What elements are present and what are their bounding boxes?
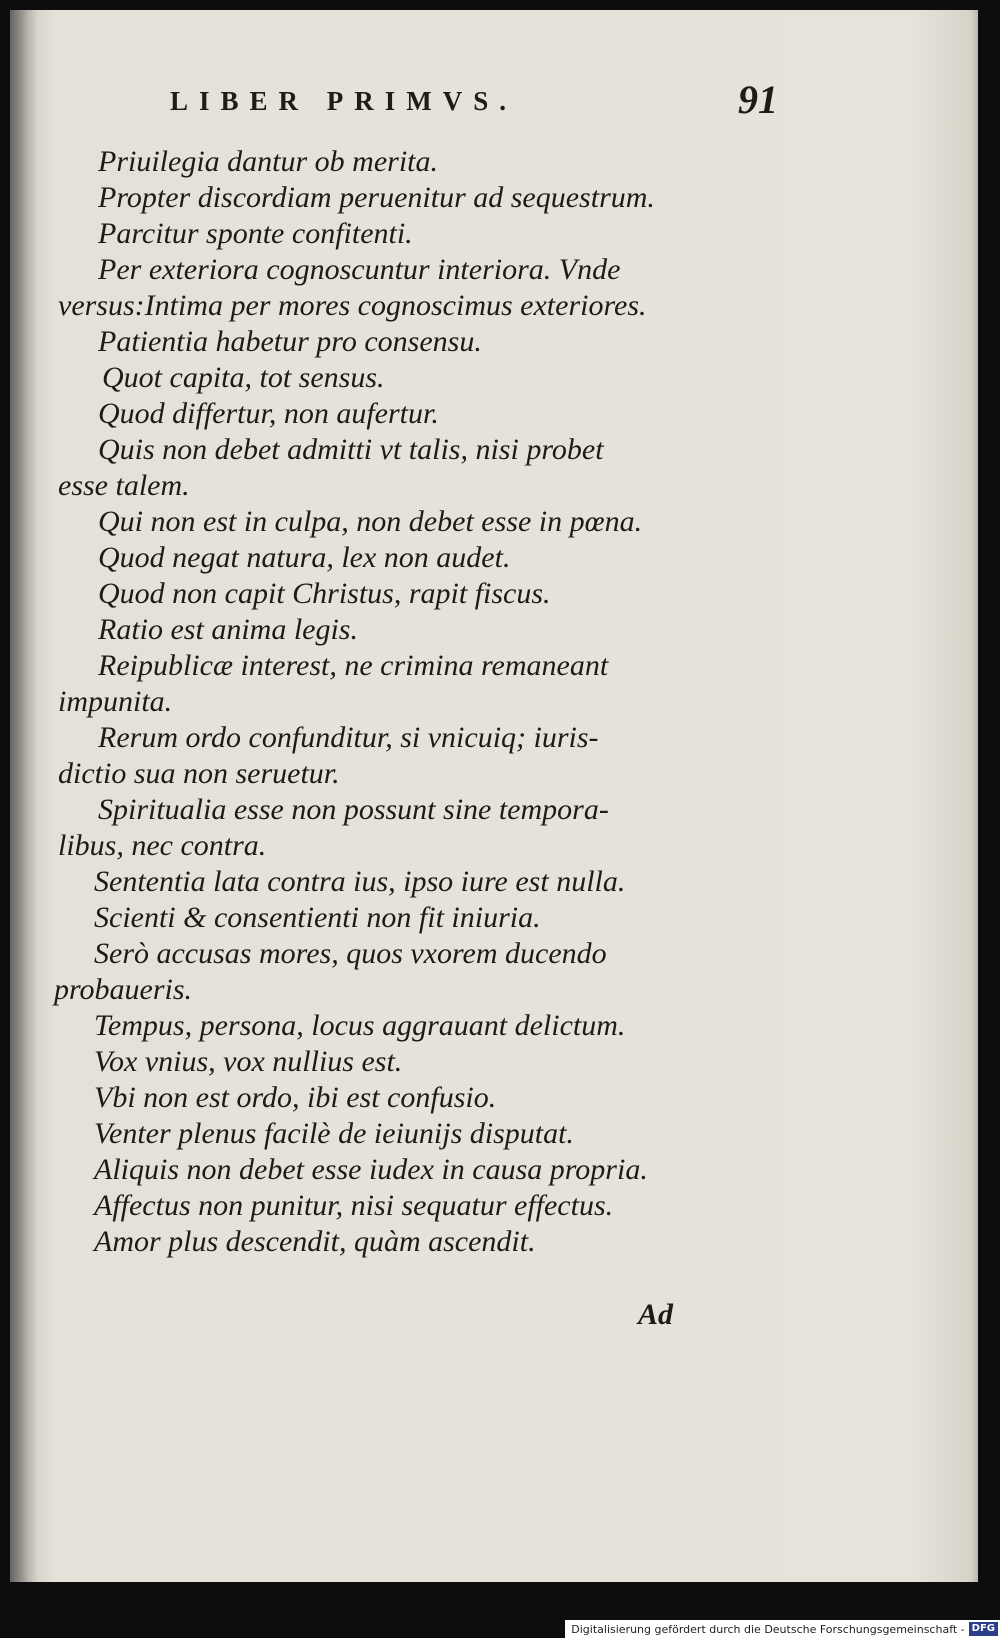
text-line: Vox vnius, vox nullius est.: [94, 1045, 403, 1078]
catchword: Ad: [638, 1298, 674, 1331]
text-line: Priuilegia dantur ob merita.: [98, 145, 438, 178]
text-line: Serò accusas mores, quos vxorem ducendo: [94, 937, 607, 970]
text-line: Spiritualia esse non possunt sine tempora-: [98, 793, 609, 826]
page-number: 91: [738, 77, 778, 122]
text-line: Amor plus descendit, quàm ascendit.: [94, 1225, 536, 1258]
running-header: LIBER PRIMVS.: [170, 86, 518, 116]
dfg-logo: DFG: [969, 1622, 998, 1636]
text-line: Quod non capit Christus, rapit fiscus.: [98, 577, 551, 610]
text-line: esse talem.: [58, 469, 190, 502]
text-line: Aliquis non debet esse iudex in causa propria.: [94, 1153, 648, 1186]
text-line: dictio sua non seruetur.: [58, 757, 340, 790]
text-line: Sententia lata contra ius, ipso iure est nulla.: [94, 865, 626, 898]
digitization-footer: [565, 1620, 1000, 1638]
text-line: Vbi non est ordo, ibi est confusio.: [94, 1081, 497, 1114]
text-line: Quis non debet admitti vt talis, nisi probet: [98, 433, 604, 466]
text-line: Ratio est anima legis.: [98, 613, 358, 646]
text-line: versus:Intima per mores cognoscimus exteriores.: [58, 289, 647, 322]
text-line: Qui non est in culpa, non debet esse in pœna.: [98, 505, 643, 538]
text-line: Reipublicæ interest, ne crimina remaneant: [98, 649, 609, 682]
text-line: Parcitur sponte confitenti.: [98, 217, 413, 250]
text-line: probaueris.: [54, 973, 193, 1006]
text-line: impunita.: [58, 685, 173, 718]
text-line: Scienti & consentienti non fit iniuria.: [94, 901, 541, 934]
book-page: [10, 10, 978, 1582]
text-line: Quod negat natura, lex non audet.: [98, 541, 511, 574]
spine-shadow: [10, 10, 38, 1582]
text-line: Venter plenus facilè de ieiunijs disputat.: [94, 1117, 574, 1150]
text-line: Affectus non punitur, nisi sequatur effectus.: [94, 1189, 614, 1222]
text-line: Patientia habetur pro consensu.: [98, 325, 482, 358]
text-line: Per exteriora cognoscuntur interiora. Vnde: [98, 253, 621, 286]
text-line: libus, nec contra.: [58, 829, 267, 862]
text-line: Propter discordiam peruenitur ad sequestrum.: [98, 181, 655, 214]
text-line: Quot capita, tot sensus.: [102, 361, 385, 394]
footer-text: Digitalisierung gefördert durch die Deutsche Forschungsgemeinschaft -: [571, 1622, 965, 1636]
text-line: Quod differtur, non aufertur.: [98, 397, 439, 430]
text-line: Tempus, persona, locus aggrauant delictum.: [94, 1009, 626, 1042]
text-line: Rerum ordo confunditur, si vnicuiq; iuris-: [98, 721, 599, 754]
